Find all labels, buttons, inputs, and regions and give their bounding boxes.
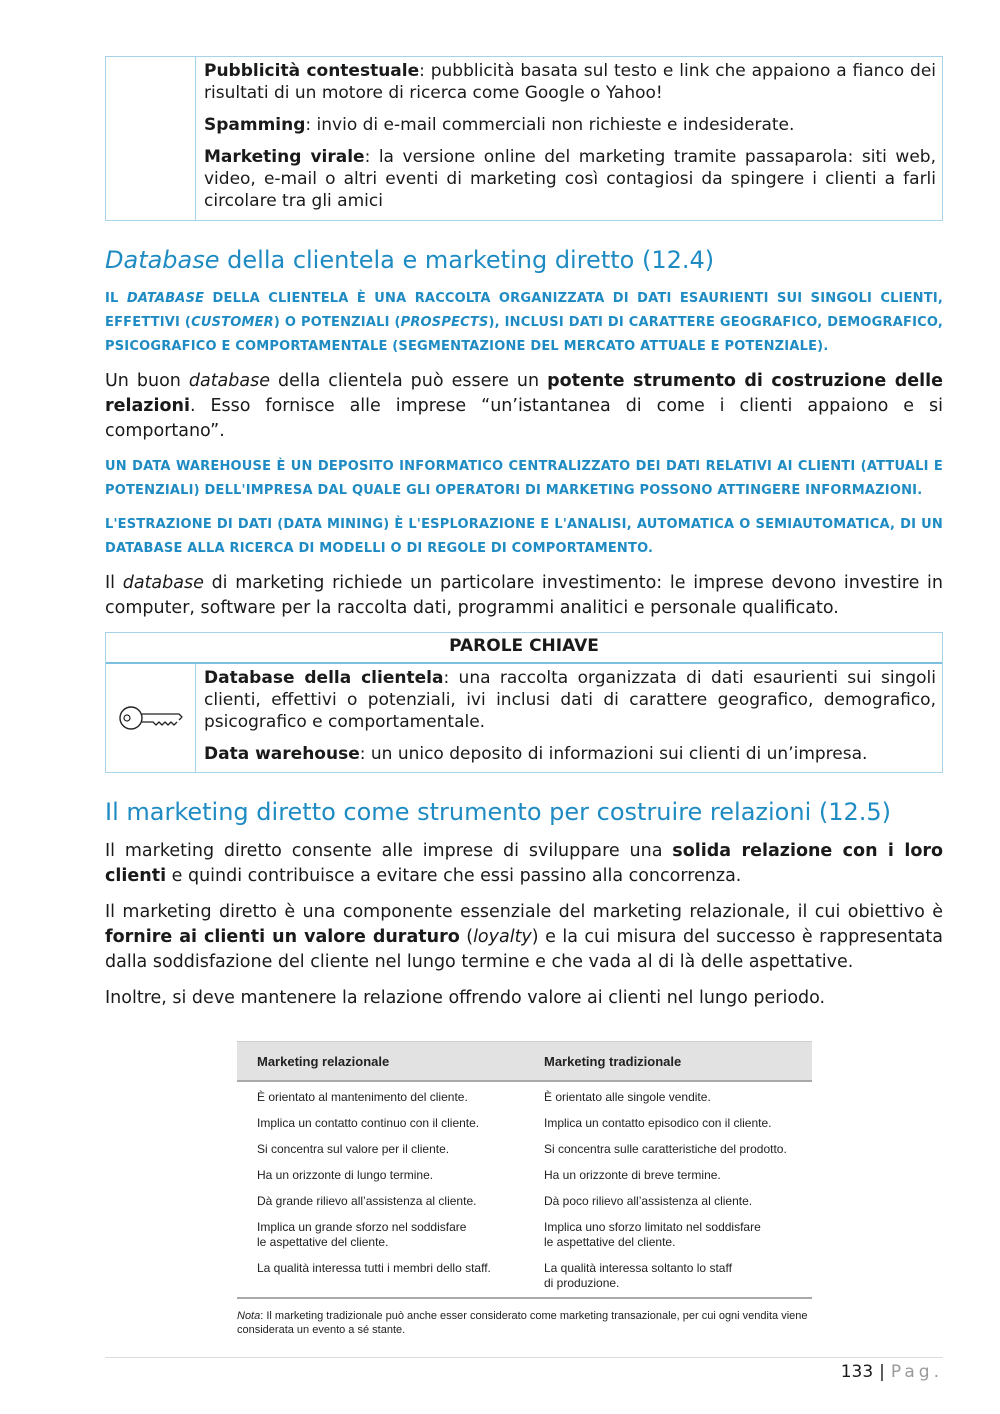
text-run: DELLA CLIENTELA È UNA RACCOLTA ORGANIZZATA DI DATI ESAURIENTI SUI SINGOLI CLIENTI, EFFETTIVI ( [105,291,943,330]
text-run: IL [105,291,127,306]
text-run: Il marketing diretto consente alle imprese di sviluppare una [105,841,673,861]
table-row [237,1168,812,1183]
header-relazionale: Marketing relazionale [257,1053,390,1069]
table-cell: Ha un orizzonte di lungo termine. [257,1168,434,1182]
footer-separator: | [879,1362,885,1382]
heading-rest: della clientela e marketing diretto (12.4) [219,246,715,274]
text-run: di marketing richiede un particolare investimento: le imprese devono investire in computer, software per la raccolta dati, programmi analitici e personale qualificato. [105,573,943,618]
definition-item [204,114,936,136]
text-run: Il marketing diretto è una componente essenziale del marketing relazionale, il cui obiettivo è [105,902,943,922]
keyword-term: Database della clientela [204,668,444,688]
paragraph [105,571,943,621]
table-cell: Implica un contatto episodico con il cliente. [544,1116,772,1130]
definitions-table [105,56,943,221]
keywords-title: PAROLE CHIAVE [106,633,942,664]
note-label: Nota [237,1310,261,1322]
definition-term: Pubblicità contestuale [204,61,420,81]
section-heading-marketing-diretto: Il marketing diretto come strumento per costruire relazioni (12.5) [105,798,892,826]
table-row [237,1220,812,1250]
text-run-bold: fornire ai clienti un valore duraturo [105,927,460,947]
definition-data-mining: L'ESTRAZIONE DI DATI (DATA MINING) È L'ESPLORAZIONE E L'ANALISI, AUTOMATICA O SEMIAUTOMATICA, DI UN DATABASE ALLA RICERCA DI MODELLI O DI REGOLE DI COMPORTAMENTO. [105,517,943,556]
page-footer [841,1362,943,1382]
text-run: ) O POTENZIALI ( [273,315,401,330]
text-run-italic: database [122,573,204,593]
text-run: ), INCLUSI DATI DI CARATTERE GEOGRAFICO, DEMOGRAFICO, PSICOGRAFICO E COMPORTAMENTALE (SEGMENTAZIONE DEL MERCATO ATTUALE E POTENZIALE). [105,315,943,354]
text-run-italic: PROSPECTS [400,315,489,330]
table-cell: Si concentra sulle caratteristiche del prodotto. [544,1142,787,1156]
text-run-bold: solida relazione con i loro clienti [105,841,943,886]
text-run: Il [105,573,123,593]
text-run: . Esso fornisce alle imprese “un’istantanea di come i clienti appaiono e si comportano”. [105,396,943,441]
definition-data-warehouse: UN DATA WAREHOUSE È UN DEPOSITO INFORMATICO CENTRALIZZATO DEI DATI RELATIVI AI CLIENTI (ATTUALI E POTENZIALI) DELL'IMPRESA DAL QUALE GLI OPERATORI DI MARKETING POSSONO ATTINGERE INFORMAZIONI. [105,459,943,498]
definitions-table-left-cell [106,57,196,220]
section-heading-database [105,245,943,275]
keywords-icon-cell [106,664,196,772]
paragraph [105,900,943,975]
table-cell: Implica uno sforzo limitato nel soddisfare le aspettative del cliente. [544,1220,761,1249]
comparison-body [237,1082,812,1299]
definition-item [204,60,936,104]
table-row [237,1194,812,1209]
text-run-italic: CUSTOMER [191,315,274,330]
text-run-bold: potente strumento di costruzione delle relazioni [105,371,943,416]
table-cell: Implica un grande sforzo nel soddisfare le aspettative del cliente. [257,1220,467,1249]
note-text: : Il marketing tradizionale può anche esser considerato come marketing transazionale, per cui ogni vendita viene considerata un evento a sé stante. [237,1310,808,1336]
text-run-italic: loyalty [473,927,532,947]
paragraph [105,839,943,889]
comparison-table [237,1041,812,1337]
keywords-definitions [196,664,942,772]
text-run-italic: DATABASE [126,291,205,306]
text-run: ( [459,927,474,947]
keyword-item [204,667,936,733]
table-row [237,1116,812,1131]
text-run: e quindi contribuisce a evitare che essi passino alla concorrenza. [166,866,742,886]
page-number: 133 [840,1362,874,1382]
footer-divider [105,1357,943,1358]
definition-item [204,146,936,212]
table-row [237,1090,812,1105]
keyword-text: : un unico deposito di informazioni sui clienti di un’impresa. [359,744,868,764]
definition-term: Spamming [204,115,306,135]
text-run: ) e la cui misura del successo è rappresentata dalla soddisfazione del cliente nel lungo termine e che vada al di là delle aspettative. [105,927,943,972]
table-row [237,1261,812,1291]
heading-italic: Database [105,246,220,274]
text-run: della clientela può essere un [270,371,548,391]
table-cell: Ha un orizzonte di breve termine. [544,1168,721,1182]
table-cell: Dà poco rilievo all’assistenza al cliente. [544,1194,753,1208]
keywords-row [106,664,942,772]
definition-term: Marketing virale [204,147,365,167]
paragraph [105,369,943,444]
keywords-box [105,632,943,773]
definition-database-clientela [105,287,943,359]
page-content [105,56,943,1022]
definition-text: : la versione online del marketing tramite passaparola: siti web, video, e-mail o altri eventi di marketing così contagiosi da spingere i clienti a farli circolare tra gli amici [204,147,936,211]
definition-text: : invio di e-mail commerciali non richieste e indesiderate. [305,115,795,135]
table-row [237,1142,812,1157]
keyword-term: Data warehouse [204,744,360,764]
table-note [237,1309,812,1337]
paragraph: Inoltre, si deve mantenere la relazione offrendo valore ai clienti nel lungo periodo. [105,988,826,1008]
header-tradizionale: Marketing tradizionale [544,1053,682,1069]
definition-text: : pubblicità basata sul testo e link che appaiono a fianco dei risultati di un motore di ricerca come Google o Yahoo! [204,61,936,103]
keyword-text: : una raccolta organizzata di dati esaurienti sui singoli clienti, effettivi o potenziali, ivi inclusi dati di carattere geografico, demografico, psicografico e comportamentale. [204,668,937,732]
table-cell: È orientato alle singole vendite. [544,1090,711,1104]
key-icon [117,701,185,735]
text-run: Un buon [105,371,189,391]
keyword-item [204,743,936,765]
table-cell: Dà grande rilievo all’assistenza al cliente. [257,1194,477,1208]
table-cell: Implica un contatto continuo con il cliente. [257,1116,480,1130]
comparison-header [237,1041,812,1082]
table-cell: La qualità interessa soltanto lo staff di produzione. [544,1261,732,1290]
table-cell: La qualità interessa tutti i membri dello staff. [257,1261,491,1275]
page-label: Pag. [890,1362,943,1382]
table-cell: È orientato al mantenimento del cliente. [257,1090,468,1104]
definitions-table-right-cell [196,57,942,220]
text-run-italic: database [188,371,270,391]
table-cell: Si concentra sul valore per il cliente. [257,1142,450,1156]
